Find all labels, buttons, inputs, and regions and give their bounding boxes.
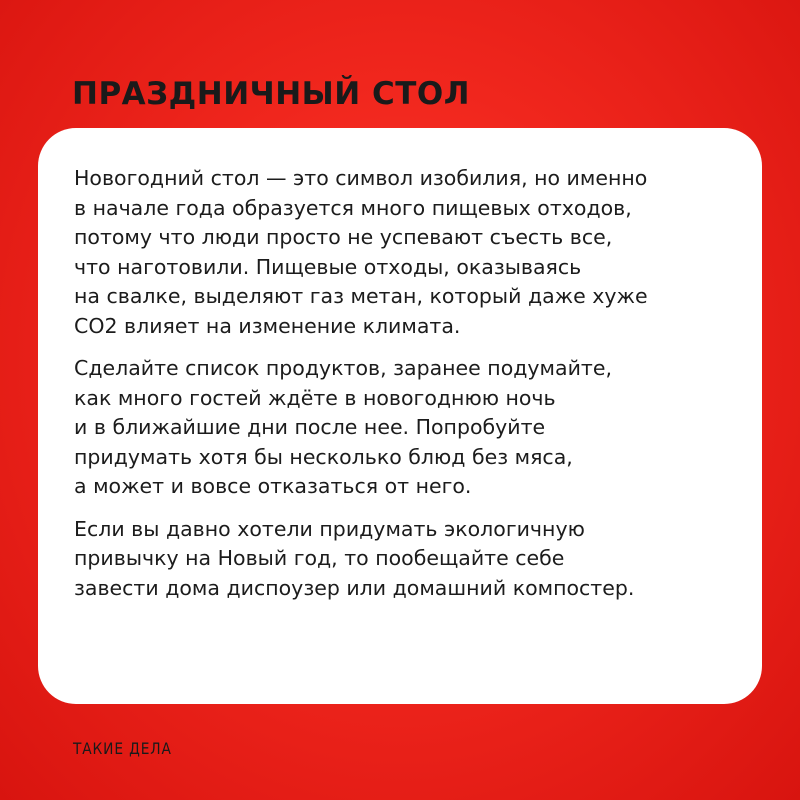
text-line: на свалке, выделяют газ метан, который даже хуже [74,284,648,308]
paragraph-shopping-list [74,354,732,502]
content-card [38,128,762,704]
text-line: а может и вовсе отказаться от него. [74,474,472,498]
text-line: Если вы давно хотели придумать экологичную [74,516,585,541]
text-line: потому что люди просто не успевают съесть все, [74,225,613,249]
text-line: Сделайте список продуктов, заранее подумайте, [74,356,612,380]
brand-logo: ТАКИЕ ДЕЛА [73,739,172,758]
text-line: СО2 влияет на изменение климата. [74,313,461,338]
text-line: Новогодний стол — это символ изобилия, но именно [74,166,648,190]
text-line: что наготовили. Пищевые отходы, оказываясь [74,254,582,279]
paragraph-festive-table [74,164,732,341]
page-title: ПРАЗДНИЧНЫЙ СТОЛ [72,76,471,112]
text-line: как много гостей ждёте в новогоднюю ночь [74,385,556,410]
text-line: привычку на Новый год, то пообещайте себе [74,546,565,570]
text-line: в начале года образуется много пищевых отходов, [74,195,632,220]
text-line: придумать хотя бы несколько блюд без мяса, [74,444,573,469]
paragraph-eco-habit [74,515,732,604]
text-line: завести дома диспоузер или домашний компостер. [74,575,635,600]
text-line: и в ближайшие дни после нее. Попробуйте [74,415,546,439]
